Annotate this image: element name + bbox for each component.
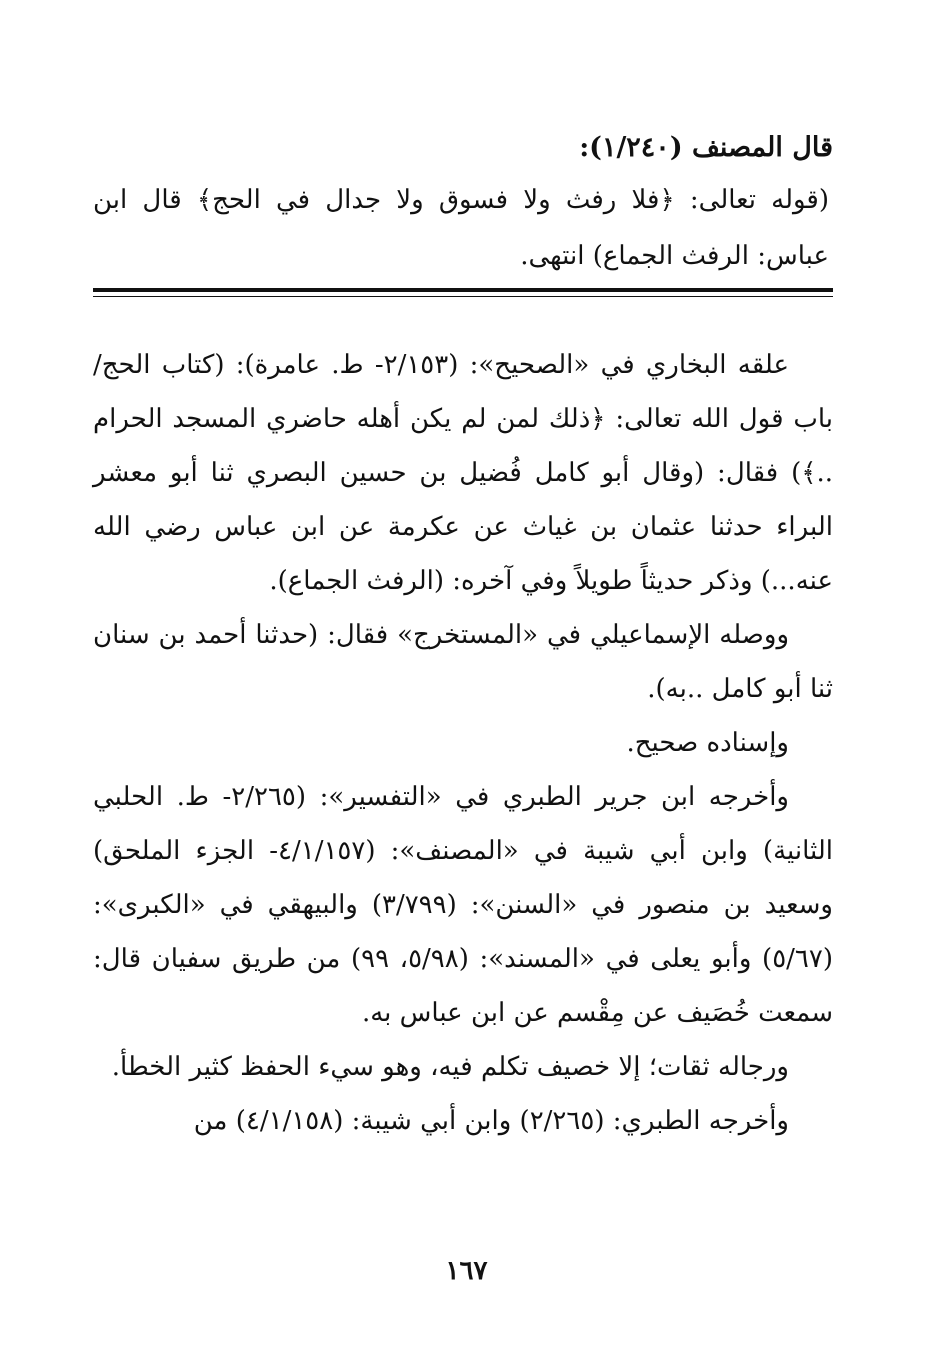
- paragraph: ووصله الإسماعيلي في «المستخرج» فقال: (حدثنا أحمد بن سنان ثنا أبو كامل ..به).: [93, 620, 833, 704]
- header-block: [93, 124, 833, 284]
- quoted-text: (قوله تعالى: ﴿فلا رفث ولا فسوق ولا جدال في الحج﴾ قال ابن عباس: الرفث الجماع) انتهى.: [93, 185, 829, 271]
- paragraph: وإسناده صحيح.: [626, 728, 789, 758]
- paragraph: وأخرجه الطبري: (٢/٢٦٥) وابن أبي شيبة: (٤/١/١٥٨) من: [193, 1106, 789, 1136]
- separator-thin: [93, 296, 833, 297]
- paragraph: ورجاله ثقات؛ إلا خصيف تكلم فيه، وهو سيء الحفظ كثير الخطأ.: [111, 1052, 789, 1082]
- paragraph: وأخرجه ابن جرير الطبري في «التفسير»: (٢/٢٦٥- ط. الحلبي الثانية) وابن أبي شيبة في «المصنف»: (٤/١/١٥٧- الجزء الملحق) وسعيد بن منصور في «السنن»: (٣/٧٩٩) والبيهقي في «الكبرى»: (٥/٦٧) وأبو يعلى في «المسند»: (٥/٩٨، ٩٩) من طريق سفيان قال: سمعت خُصَيف عن مِقْسم عن ابن عباس به.: [93, 782, 833, 1028]
- page-number: ١٦٧: [445, 1256, 488, 1286]
- paragraph: علقه البخاري في «الصحيح»: (٢/١٥٣- ط. عامرة): (كتاب الحج/باب قول الله تعالى: ﴿ذلك لمن لم يكن أهله حاضري المسجد الحرام ..﴾) فقال: (وقال أبو كامل فُضيل بن حسين البصري ثنا أبو معشر البراء حدثنا عثمان بن غياث عن عكرمة عن ابن عباس رضي الله عنه...) وذكر حديثاً طويلاً وفي آخره: (الرفث الجماع).: [93, 350, 833, 596]
- section-heading: قال المصنف (١/٢٤٠):: [579, 132, 833, 163]
- separator-thick: [93, 288, 833, 292]
- commentary-body: [93, 338, 833, 1148]
